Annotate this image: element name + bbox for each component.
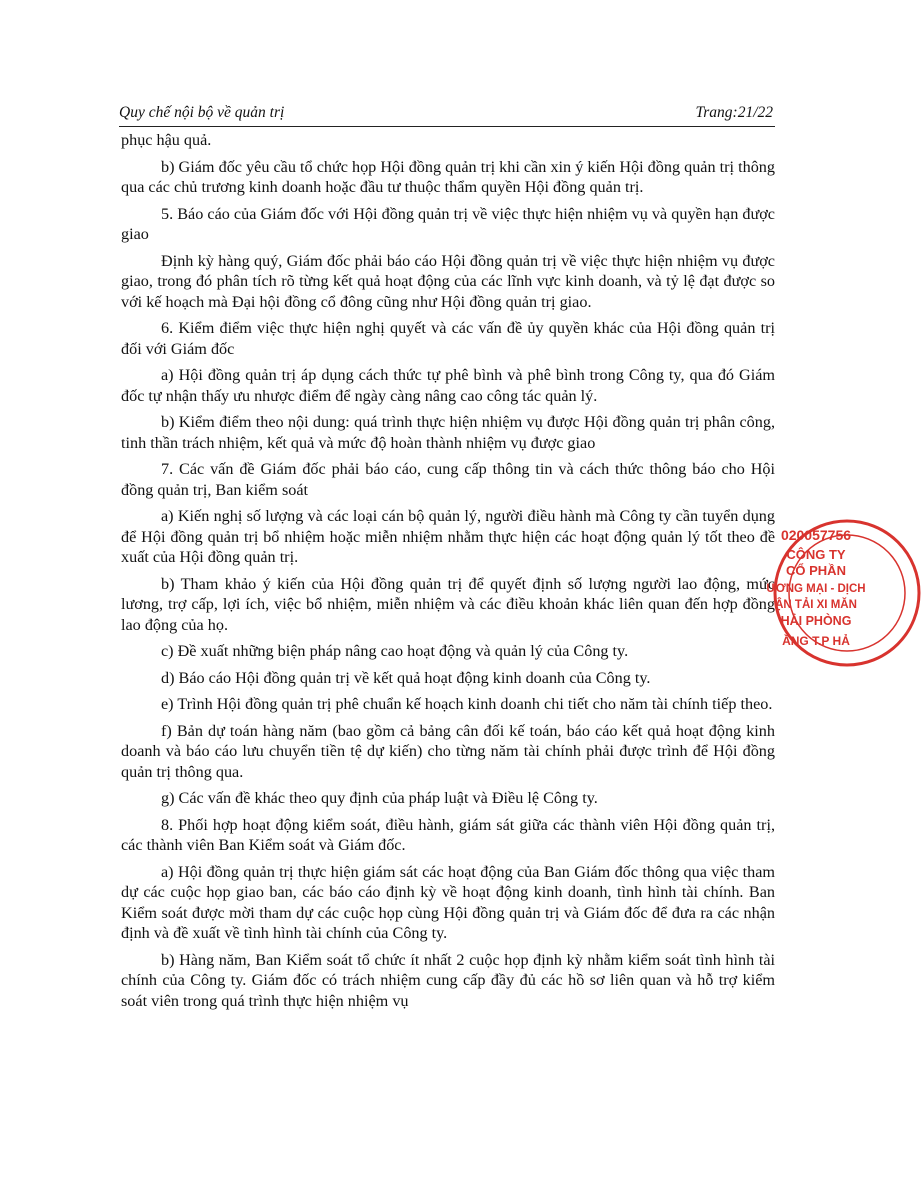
seal-bottom-text: ĂNG T.P HẢ (782, 634, 850, 648)
seal-line: ẬN TẢI XI MĂN (775, 599, 857, 611)
section-heading: 5. Báo cáo của Giám đốc với Hội đồng quản trị về việc thực hiện nhiệm vụ và quyền hạn được giao (121, 204, 775, 243)
seal-line: CÔNG TY (786, 547, 846, 562)
paragraph: b) Hàng năm, Ban Kiểm soát tổ chức ít nhất 2 cuộc họp định kỳ nhằm kiểm soát tình hình tài chính của Công ty. Giám đốc có trách nhiệm cung cấp đầy đủ các hồ sơ liên quan và hỗ trợ kiểm soát viên trong quá trình thực hiện nhiệm vụ (121, 950, 775, 1010)
paragraph: f) Bản dự toán hàng năm (bao gồm cả bảng cân đối kế toán, báo cáo kết quả hoạt động kinh doanh và báo cáo lưu chuyển tiền tệ dự kiến) cho từng năm tài chính phải được trình để Hội đồng quản trị thông qua. (121, 721, 775, 781)
page-number: Trang:21/22 (695, 104, 773, 121)
paragraph: a) Hội đồng quản trị áp dụng cách thức tự phê bình và phê bình trong Công ty, qua đó Giám đốc tự nhận thấy ưu nhược điểm để ngày càng nâng cao công tác quản lý. (121, 366, 775, 405)
section-heading: 7. Các vấn đề Giám đốc phải báo cáo, cung cấp thông tin và cách thức thông báo cho Hội đồng quản trị, Ban kiểm soát (121, 460, 775, 499)
seal-tax-code: 020057756 (780, 527, 852, 543)
company-seal-stamp (766, 518, 922, 668)
paragraph: g) Các vấn đề khác theo quy định của pháp luật và Điều lệ Công ty. (161, 789, 598, 807)
paragraph: e) Trình Hội đồng quản trị phê chuẩn kế hoạch kinh doanh chi tiết cho năm tài chính tiếp theo. (161, 695, 773, 713)
paragraph: b) Giám đốc yêu cầu tổ chức họp Hội đồng quản trị khi cần xin ý kiến Hội đồng quản trị thông qua các chủ trương kinh doanh hoặc đầu tư thuộc thẩm quyền Hội đồng quản trị. (121, 157, 775, 196)
paragraph: Định kỳ hàng quý, Giám đốc phải báo cáo Hội đồng quản trị về việc thực hiện nhiệm vụ được giao, trong đó phân tích rõ từng kết quả hoạt động của các lĩnh vực kinh doanh, và tỷ lệ đạt được so với kế hoạch mà Đại hội đồng cổ đông cũng như Hội đồng quản trị giao. (121, 251, 775, 311)
paragraph: a) Hội đồng quản trị thực hiện giám sát các hoạt động của Ban Giám đốc thông qua việc tham dự các cuộc họp giao ban, các báo cáo định kỳ về hoạt động kinh doanh, tình hình tài chính. Ban Kiểm soát được mời tham dự các cuộc họp cùng Hội đồng quản trị và Giám đốc để đưa ra các nhận định và đề xuất về tình hình tài chính của Công ty. (121, 862, 775, 942)
paragraph: d) Báo cáo Hội đồng quản trị về kết quả hoạt động kinh doanh của Công ty. (161, 668, 651, 687)
paragraph: c) Đề xuất những biện pháp nâng cao hoạt động và quản lý của Công ty. (161, 642, 629, 660)
seal-line: ƯƠNG MẠI - DỊCH (766, 583, 866, 595)
section-heading: 6. Kiểm điểm việc thực hiện nghị quyết và các vấn đề ủy quyền khác của Hội đồng quản trị đối với Giám đốc (121, 319, 775, 358)
paragraph: b) Tham khảo ý kiến của Hội đồng quản trị để quyết định số lượng người lao động, mức lương, trợ cấp, lợi ích, việc bổ nhiệm, miễn nhiệm và các điều khoản khác liên quan đến hợp đồng lao động của họ. (121, 574, 775, 634)
seal-line: CỔ PHẦN (786, 563, 846, 578)
section-heading: 8. Phối hợp hoạt động kiểm soát, điều hành, giám sát giữa các thành viên Hội đồng quản trị, các thành viên Ban Kiểm soát và Giám đốc. (121, 815, 775, 854)
paragraph: phục hậu quả. (121, 131, 212, 149)
document-title: Quy chế nội bộ về quản trị (119, 104, 285, 121)
header-divider (119, 126, 775, 127)
document-body (121, 130, 775, 1017)
seal-line: HẢI PHÒNG (780, 614, 852, 628)
paragraph: b) Kiểm điểm theo nội dung: quá trình thực hiện nhiệm vụ được Hội đồng quản trị phân công, tinh thần trách nhiệm, kết quả và mức độ hoàn thành nhiệm vụ được giao (121, 413, 775, 452)
paragraph: a) Kiến nghị số lượng và các loại cán bộ quản lý, người điều hành mà Công ty cần tuyển dụng để Hội đồng quản trị bổ nhiệm hoặc miễn nhiệm nhằm thực hiện các hoạt động quản lý tốt theo đề xuất của Hội đồng quản trị. (121, 507, 775, 566)
